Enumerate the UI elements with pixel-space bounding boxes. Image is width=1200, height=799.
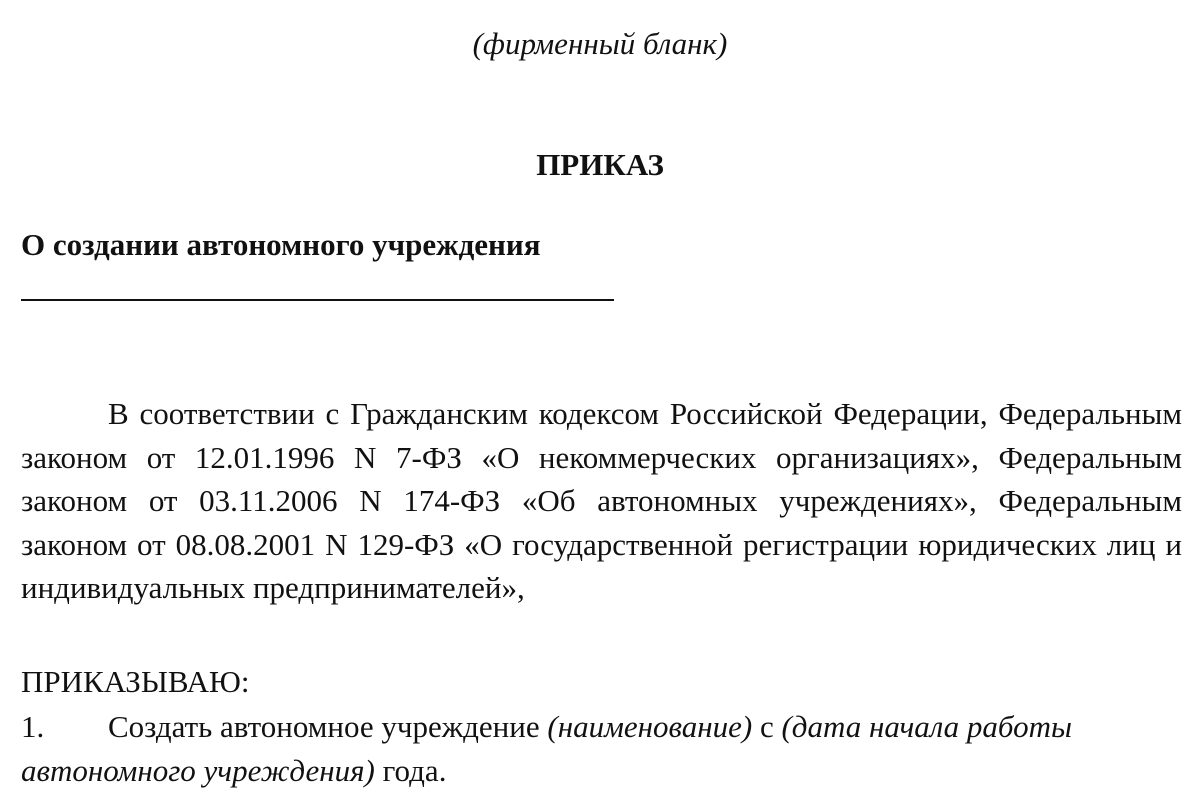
order-word: ПРИКАЗЫВАЮ: xyxy=(21,664,250,699)
placeholder-date: (дата начала работы автономного учреждения) xyxy=(21,709,1072,788)
placeholder-name: (наименование) xyxy=(547,709,753,744)
item-text-after: года. xyxy=(374,752,447,788)
preamble-paragraph: В соответствии с Гражданским кодексом Российской Федерации, Федеральным законом от 12.01.1996 N 7-ФЗ «О некоммерческих организациях», Федеральным законом от 03.11.2006 N 174-ФЗ «Об автономных учреждениях», Федеральным законом от 08.08.2001 N 129-ФЗ «О государственной регистрации юридических лиц и индивидуальных предпринимателей», xyxy=(21,396,1182,605)
item-text-before: Создать автономное учреждение xyxy=(108,709,548,744)
item-number: 1. xyxy=(21,709,45,744)
document-subject: О создании автономного учреждения xyxy=(21,227,541,262)
subject-underline xyxy=(21,299,614,301)
item-text-middle: с xyxy=(752,709,782,744)
letterhead-note: (фирменный бланк) xyxy=(472,26,728,61)
order-item xyxy=(21,705,1182,792)
document-title: ПРИКАЗ xyxy=(536,147,664,182)
